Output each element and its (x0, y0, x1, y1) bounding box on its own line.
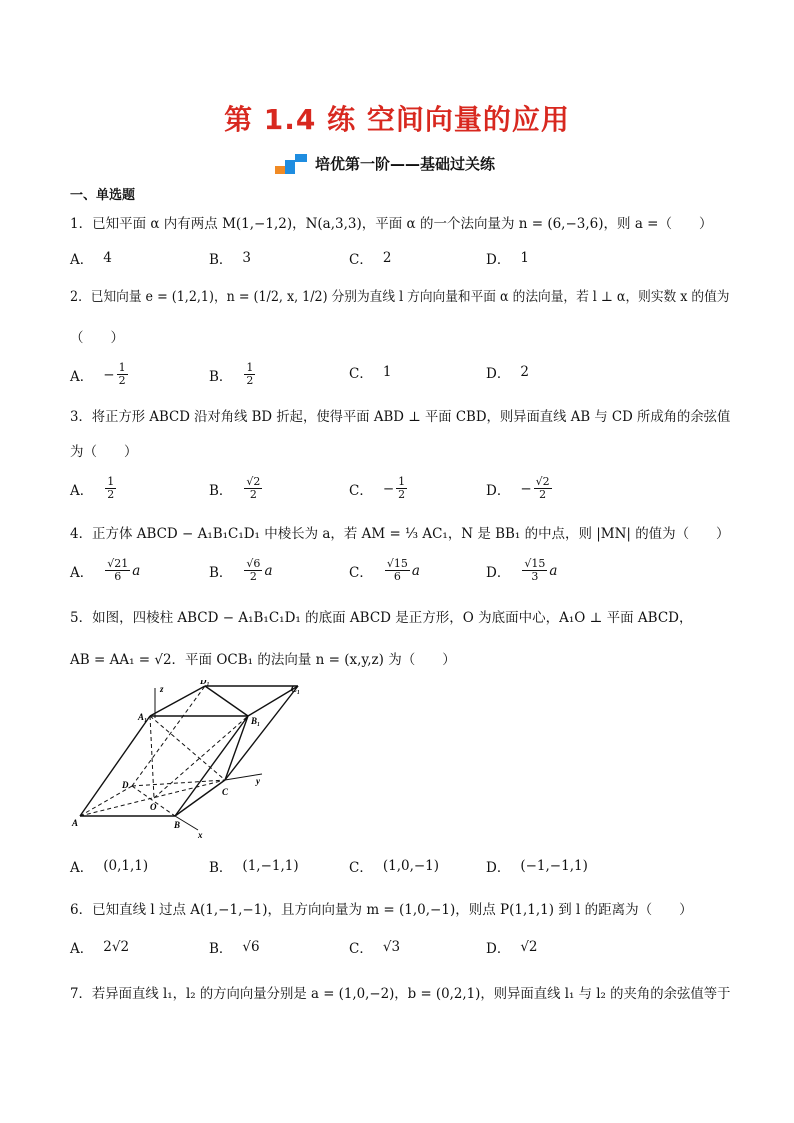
fraction: $\frac{√2}{2}$ (535, 475, 550, 501)
question-3-stem-cont: 为（ ） (70, 444, 138, 460)
question-2-stem: 2．已知向量 e = (1,2,1)，n = (1/2, x, 1/2) 分别为直线 l 方向向量和平面 α 的法向量，若 l ⊥ α，则实数 x 的值为 (70, 289, 730, 305)
fraction: $\frac{√15}{3}$ (524, 557, 546, 583)
option-d[interactable]: D． − $\frac{√2}{2}$ (486, 475, 550, 501)
question-1-stem: 1．已知平面 α 内有两点 M(1,−1,2)，N(a,3,3)，平面 α 的一个法向量为 n = (6,−3,6)，则 a =（ ） (70, 216, 713, 232)
option-b[interactable]: B． $\frac{√6}{2}$ a (209, 557, 273, 583)
option-d[interactable]: D． (−1,−1,1) (486, 858, 588, 876)
question-5-stem-cont: AB = AA₁ = √2．平面 OCB₁ 的法向量 n = (x,y,z) 为（ ） (70, 652, 456, 668)
fraction: $\frac{√6}{2}$ (246, 557, 261, 583)
option-c[interactable]: C． − $\frac{1}{2}$ (349, 475, 406, 501)
subtitle-text: 培优第一阶——基础过关练 (315, 154, 496, 173)
label-a1: A₁ (138, 712, 148, 722)
question-2-stem-cont: （ ） (70, 330, 124, 346)
option-a[interactable]: A． $\frac{√21}{6}$ a (70, 557, 141, 583)
option-a[interactable]: A． 2√2 (70, 939, 130, 957)
option-b[interactable]: B． (1,−1,1) (209, 858, 299, 876)
option-d[interactable]: D． 2 (486, 364, 529, 382)
question-7-stem: 7．若异面直线 l₁，l₂ 的方向向量分别是 a = (1,0,−2)，b = (0,2,1)，则异面直线 l₁ 与 l₂ 的夹角的余弦值等于 (70, 986, 731, 1002)
label-c: C (222, 787, 229, 797)
label-b: B (174, 820, 181, 830)
option-d[interactable]: D． 1 (486, 250, 529, 268)
fraction: $\frac{√2}{2}$ (246, 475, 261, 501)
option-c[interactable]: C． 2 (349, 250, 392, 268)
label-a: A (72, 818, 79, 828)
option-b[interactable]: B． $\frac{√2}{2}$ (209, 475, 261, 501)
question-4-stem: 4．正方体 ABCD − A₁B₁C₁D₁ 中棱长为 a，若 AM = ⅓ AC₁，N 是 BB₁ 的中点，则 |MN| 的值为（ ） (70, 526, 730, 542)
fraction: $\frac{1}{2}$ (398, 475, 406, 501)
option-a[interactable]: A． (0,1,1) (70, 858, 149, 876)
option-a[interactable]: A． $\frac{1}{2}$ (70, 475, 115, 501)
label-y: y (256, 776, 260, 786)
prism-figure (70, 680, 300, 844)
option-b[interactable]: B． √6 (209, 939, 260, 957)
fraction: $\frac{√15}{6}$ (386, 557, 408, 583)
fraction: $\frac{1}{2}$ (107, 475, 115, 501)
label-o: O (150, 802, 157, 812)
fraction: $\frac{1}{2}$ (246, 361, 254, 387)
question-3-stem: 3．将正方形 ABCD 沿对角线 BD 折起，使得平面 ABD ⊥ 平面 CBD，则异面直线 AB 与 CD 所成角的余弦值 (70, 409, 731, 425)
option-c[interactable]: C． 1 (349, 364, 392, 382)
label-c1: C₁ (290, 684, 300, 694)
question-6-stem: 6．已知直线 l 过点 A(1,−1,−1)，且方向向量为 m = (1,0,−1)，则点 P(1,1,1) 到 l 的距离为（ ） (70, 902, 693, 918)
option-d[interactable]: D． √2 (486, 939, 538, 957)
option-d[interactable]: D． $\frac{√15}{3}$ a (486, 557, 558, 583)
option-a[interactable]: A． 4 (70, 250, 112, 268)
label-x: x (198, 830, 203, 840)
option-b[interactable]: B． 3 (209, 250, 252, 268)
stairs-icon (275, 152, 309, 174)
subtitle (275, 150, 495, 176)
option-a[interactable]: A． − $\frac{1}{2}$ (70, 361, 126, 387)
section-heading: 一、单选题 (70, 188, 136, 203)
label-d1: D₁ (200, 680, 210, 686)
fraction: $\frac{√21}{6}$ (107, 557, 129, 583)
label-b1: B₁ (251, 716, 261, 726)
label-z: z (160, 684, 164, 694)
option-c[interactable]: C． $\frac{√15}{6}$ a (349, 557, 420, 583)
option-c[interactable]: C． (1,0,−1) (349, 858, 440, 876)
option-c[interactable]: C． √3 (349, 939, 401, 957)
option-b[interactable]: B． $\frac{1}{2}$ (209, 361, 254, 387)
page-title: 第 1.4 练 空间向量的应用 (224, 103, 570, 136)
fraction: $\frac{1}{2}$ (118, 361, 126, 387)
label-d: D (122, 780, 129, 790)
question-5-stem: 5．如图，四棱柱 ABCD − A₁B₁C₁D₁ 的底面 ABCD 是正方形，O 为底面中心，A₁O ⊥ 平面 ABCD， (70, 610, 693, 626)
